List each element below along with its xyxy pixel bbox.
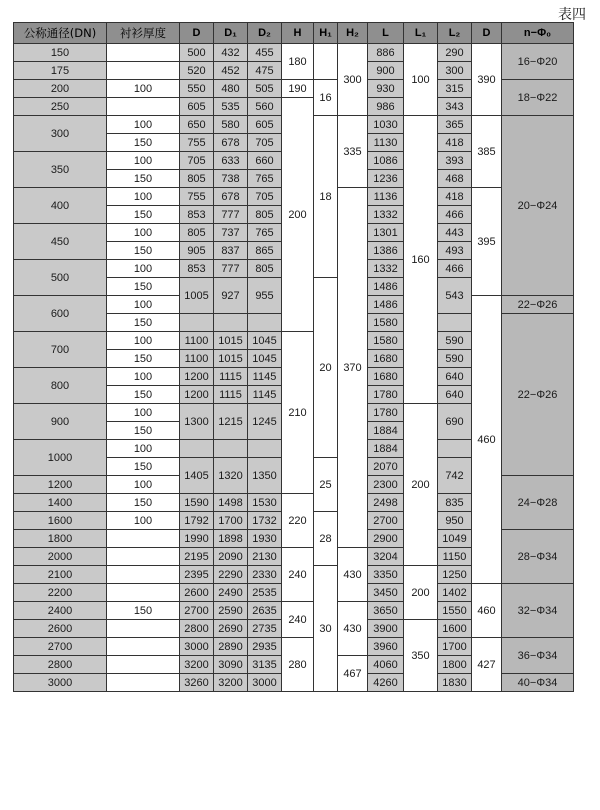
cell-d2: 1245 [248,404,282,440]
cell-d1: 1115 [214,386,248,404]
cell-lining: 150 [107,602,180,620]
cell-d: 705 [180,152,214,170]
cell-d: 1100 [180,350,214,368]
cell-l2: 640 [438,368,472,386]
cell-d1: 2890 [214,638,248,656]
header-dn: 公称通径(DN) [14,23,107,44]
cell-d: 1590 [180,494,214,512]
cell-lining: 150 [107,314,180,332]
cell-d1: 633 [214,152,248,170]
cell-d1: 1498 [214,494,248,512]
cell-l1: 350 [404,620,438,692]
cell-d2 [248,314,282,332]
cell-l2: 1700 [438,638,472,656]
cell-lining: 100 [107,260,180,278]
cell-d: 1100 [180,332,214,350]
cell-l: 2300 [368,476,404,494]
cell-d2: 1045 [248,332,282,350]
cell-lining [107,530,180,548]
cell-d: 650 [180,116,214,134]
cell-l: 3450 [368,584,404,602]
cell-d2: 1045 [248,350,282,368]
cell-l: 3204 [368,548,404,566]
header-l: L [368,23,404,44]
cell-l: 3900 [368,620,404,638]
cell-d: 853 [180,206,214,224]
cell-dn: 200 [14,80,107,98]
cell-d: 2700 [180,602,214,620]
cell-l: 986 [368,98,404,116]
cell-d1: 1320 [214,458,248,494]
cell-d2: 605 [248,116,282,134]
cell-d1: 1015 [214,350,248,368]
cell-d1 [214,440,248,458]
cell-h2: 467 [338,656,368,692]
cell-d1: 480 [214,80,248,98]
cell-dn: 500 [14,260,107,296]
cell-l1: 160 [404,116,438,404]
cell-d: 905 [180,242,214,260]
cell-l: 1130 [368,134,404,152]
cell-d2: 865 [248,242,282,260]
cell-l2: 1800 [438,656,472,674]
cell-d1: 737 [214,224,248,242]
cell-l: 1884 [368,422,404,440]
cell-l2: 418 [438,188,472,206]
header-row [14,23,574,44]
cell-l: 2498 [368,494,404,512]
cell-d2: 505 [248,80,282,98]
cell-dn: 1000 [14,440,107,476]
cell-l2: 1550 [438,602,472,620]
cell-l: 1332 [368,206,404,224]
cell-l2: 1600 [438,620,472,638]
cell-l2 [438,314,472,332]
cell-d1: 1215 [214,404,248,440]
cell-d2: 1732 [248,512,282,530]
cell-h: 200 [282,98,314,332]
cell-l2: 468 [438,170,472,188]
cell-d2: 705 [248,188,282,206]
cell-lining [107,656,180,674]
cell-l: 1030 [368,116,404,134]
header-dd: D [472,23,502,44]
cell-nphi: 16−Φ20 [502,44,574,80]
header-d: D [180,23,214,44]
cell-l2: 418 [438,134,472,152]
cell-d2: 765 [248,170,282,188]
cell-dd: 460 [472,584,502,638]
cell-lining: 150 [107,494,180,512]
cell-d2: 1930 [248,530,282,548]
cell-d1: 1898 [214,530,248,548]
cell-lining: 150 [107,458,180,476]
cell-dd: 427 [472,638,502,692]
header-h: H [282,23,314,44]
cell-d1: 452 [214,62,248,80]
cell-d1 [214,314,248,332]
cell-lining: 100 [107,512,180,530]
cell-d2: 805 [248,260,282,278]
cell-d1: 1115 [214,368,248,386]
cell-nphi: 36−Φ34 [502,638,574,674]
cell-lining: 100 [107,116,180,134]
cell-l2: 835 [438,494,472,512]
cell-h2: 335 [338,116,368,188]
table-caption: 表四 [558,7,586,23]
cell-nphi: 32−Φ34 [502,584,574,638]
cell-nphi: 40−Φ34 [502,674,574,692]
cell-l2: 590 [438,332,472,350]
cell-d: 550 [180,80,214,98]
cell-l1: 200 [404,566,438,620]
cell-d2: 2535 [248,584,282,602]
cell-d2: 2130 [248,548,282,566]
cell-d [180,314,214,332]
cell-d: 2600 [180,584,214,602]
cell-lining: 150 [107,170,180,188]
cell-l: 1486 [368,278,404,296]
cell-l: 1136 [368,188,404,206]
cell-lining: 100 [107,296,180,314]
cell-l: 1332 [368,260,404,278]
cell-nphi: 20−Φ24 [502,116,574,296]
cell-d1: 777 [214,260,248,278]
cell-lining [107,620,180,638]
cell-h: 220 [282,494,314,548]
cell-lining [107,44,180,62]
cell-d: 853 [180,260,214,278]
spec-table-wrapper [13,22,574,692]
cell-d2: 2635 [248,602,282,620]
cell-d: 520 [180,62,214,80]
cell-l2: 393 [438,152,472,170]
cell-l: 1884 [368,440,404,458]
cell-l2: 950 [438,512,472,530]
cell-d2: 805 [248,206,282,224]
cell-d2: 560 [248,98,282,116]
cell-d2: 705 [248,134,282,152]
cell-h2: 300 [338,44,368,116]
cell-h: 240 [282,602,314,638]
cell-l: 1680 [368,350,404,368]
cell-d1: 777 [214,206,248,224]
cell-d2: 2330 [248,566,282,584]
table-row [14,638,574,656]
cell-h2: 430 [338,548,368,602]
cell-d2: 1350 [248,458,282,494]
cell-dn: 700 [14,332,107,368]
cell-dn: 250 [14,98,107,116]
cell-d1: 2690 [214,620,248,638]
table-row [14,44,574,62]
cell-d1: 2090 [214,548,248,566]
cell-l2: 466 [438,206,472,224]
cell-d2: 765 [248,224,282,242]
cell-d: 755 [180,188,214,206]
cell-dn: 350 [14,152,107,188]
cell-dn: 150 [14,44,107,62]
cell-l: 3960 [368,638,404,656]
cell-dn: 2700 [14,638,107,656]
header-lining: 衬衫厚度 [107,23,180,44]
cell-l2: 1049 [438,530,472,548]
cell-l2: 543 [438,278,472,314]
cell-l2: 300 [438,62,472,80]
cell-d: 805 [180,170,214,188]
cell-dn: 300 [14,116,107,152]
cell-dn: 1800 [14,530,107,548]
cell-d1: 432 [214,44,248,62]
cell-d2 [248,440,282,458]
cell-l: 1386 [368,242,404,260]
cell-nphi: 28−Φ34 [502,530,574,584]
cell-l2 [438,440,472,458]
cell-l2: 365 [438,116,472,134]
cell-lining: 100 [107,440,180,458]
cell-d: 1200 [180,368,214,386]
cell-l2: 742 [438,458,472,494]
cell-l: 4260 [368,674,404,692]
cell-d: 1005 [180,278,214,314]
cell-d1: 580 [214,116,248,134]
cell-dn: 2200 [14,584,107,602]
cell-h2: 370 [338,188,368,548]
cell-nphi: 24−Φ28 [502,476,574,530]
cell-l: 2900 [368,530,404,548]
header-d2: D₂ [248,23,282,44]
cell-d2: 3135 [248,656,282,674]
cell-d2: 475 [248,62,282,80]
cell-lining: 100 [107,332,180,350]
cell-h1: 16 [314,80,338,116]
cell-d1: 2490 [214,584,248,602]
cell-lining [107,674,180,692]
cell-dd: 390 [472,44,502,116]
cell-lining: 100 [107,80,180,98]
cell-lining: 100 [107,188,180,206]
cell-d1: 1700 [214,512,248,530]
cell-lining [107,638,180,656]
cell-lining: 150 [107,134,180,152]
cell-d2: 660 [248,152,282,170]
cell-l2: 1250 [438,566,472,584]
cell-d: 3200 [180,656,214,674]
cell-dn: 1600 [14,512,107,530]
cell-dn: 2000 [14,548,107,566]
cell-dd: 395 [472,188,502,296]
cell-l: 900 [368,62,404,80]
cell-l: 930 [368,80,404,98]
cell-nphi: 22−Φ26 [502,296,574,314]
cell-l2: 1830 [438,674,472,692]
cell-dn: 2100 [14,566,107,584]
cell-d1: 3200 [214,674,248,692]
spec-table [13,22,574,692]
cell-d: 1405 [180,458,214,494]
cell-l2: 466 [438,260,472,278]
cell-d: 3000 [180,638,214,656]
cell-dn: 2800 [14,656,107,674]
cell-l2: 343 [438,98,472,116]
cell-d: 755 [180,134,214,152]
cell-h1: 18 [314,116,338,278]
cell-h: 180 [282,44,314,80]
table-body [14,44,574,692]
cell-d2: 955 [248,278,282,314]
cell-l1: 100 [404,44,438,116]
cell-d [180,440,214,458]
cell-h2: 430 [338,602,368,656]
cell-d1: 2590 [214,602,248,620]
cell-d1: 535 [214,98,248,116]
cell-d: 605 [180,98,214,116]
cell-h: 210 [282,332,314,494]
cell-dn: 400 [14,188,107,224]
cell-d: 3260 [180,674,214,692]
cell-h: 280 [282,638,314,692]
cell-nphi: 22−Φ26 [502,314,574,476]
cell-l2: 290 [438,44,472,62]
cell-d: 1792 [180,512,214,530]
cell-dn: 1200 [14,476,107,494]
cell-l2: 443 [438,224,472,242]
cell-d: 1300 [180,404,214,440]
cell-d1: 3090 [214,656,248,674]
cell-l: 2070 [368,458,404,476]
cell-dn: 900 [14,404,107,440]
cell-lining [107,548,180,566]
cell-d: 1990 [180,530,214,548]
cell-dn: 800 [14,368,107,404]
cell-l: 3650 [368,602,404,620]
cell-lining [107,584,180,602]
cell-l2: 493 [438,242,472,260]
cell-l2: 640 [438,386,472,404]
cell-d1: 1015 [214,332,248,350]
cell-l: 1580 [368,314,404,332]
cell-d2: 1145 [248,386,282,404]
cell-d1: 927 [214,278,248,314]
cell-d: 1200 [180,386,214,404]
cell-l: 1486 [368,296,404,314]
cell-l2: 1402 [438,584,472,602]
cell-lining: 100 [107,476,180,494]
cell-h: 190 [282,80,314,98]
cell-l: 1580 [368,332,404,350]
cell-l: 886 [368,44,404,62]
cell-l: 2700 [368,512,404,530]
cell-l: 1780 [368,404,404,422]
cell-l: 1086 [368,152,404,170]
cell-d: 805 [180,224,214,242]
cell-dn: 600 [14,296,107,332]
cell-lining [107,62,180,80]
cell-l2: 1150 [438,548,472,566]
cell-d1: 678 [214,134,248,152]
cell-lining: 150 [107,386,180,404]
cell-lining: 150 [107,422,180,440]
cell-d1: 738 [214,170,248,188]
cell-l1: 200 [404,404,438,566]
cell-dn: 175 [14,62,107,80]
cell-d1: 837 [214,242,248,260]
cell-d2: 3000 [248,674,282,692]
cell-nphi: 18−Φ22 [502,80,574,116]
cell-lining: 100 [107,152,180,170]
cell-dn: 3000 [14,674,107,692]
cell-l: 3350 [368,566,404,584]
cell-lining: 100 [107,224,180,242]
cell-l: 4060 [368,656,404,674]
header-l1: L₁ [404,23,438,44]
cell-h1: 25 [314,458,338,512]
cell-h1: 20 [314,278,338,458]
cell-dn: 2400 [14,602,107,620]
header-h2: H₂ [338,23,368,44]
cell-lining [107,566,180,584]
cell-d: 2395 [180,566,214,584]
cell-l: 1780 [368,386,404,404]
cell-lining: 100 [107,404,180,422]
cell-d: 500 [180,44,214,62]
cell-dd: 385 [472,116,502,188]
cell-lining: 150 [107,278,180,296]
cell-l2: 690 [438,404,472,440]
cell-l2: 590 [438,350,472,368]
cell-l: 1301 [368,224,404,242]
cell-d2: 1530 [248,494,282,512]
cell-d2: 455 [248,44,282,62]
cell-dn: 1400 [14,494,107,512]
cell-lining: 150 [107,350,180,368]
cell-h1 [314,44,338,80]
cell-lining [107,98,180,116]
cell-d1: 678 [214,188,248,206]
header-l2: L₂ [438,23,472,44]
header-d1: D₁ [214,23,248,44]
cell-l: 1680 [368,368,404,386]
cell-lining: 150 [107,206,180,224]
cell-d: 2800 [180,620,214,638]
cell-h: 240 [282,548,314,602]
header-nphi: n−Φ₀ [502,23,574,44]
cell-l: 1236 [368,170,404,188]
cell-d: 2195 [180,548,214,566]
header-h1: H₁ [314,23,338,44]
cell-d2: 1145 [248,368,282,386]
cell-d1: 2290 [214,566,248,584]
cell-l2: 315 [438,80,472,98]
cell-h1: 28 [314,512,338,566]
cell-lining: 100 [107,368,180,386]
cell-dn: 450 [14,224,107,260]
cell-dd: 460 [472,296,502,584]
cell-d2: 2735 [248,620,282,638]
cell-d2: 2935 [248,638,282,656]
cell-dn: 2600 [14,620,107,638]
cell-h1: 30 [314,566,338,692]
cell-lining: 150 [107,242,180,260]
